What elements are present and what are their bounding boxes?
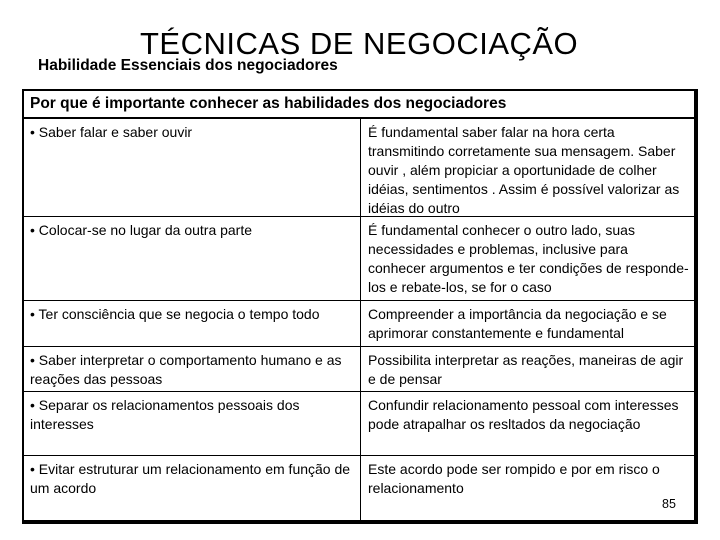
slide-subtitle: Habilidade Essenciais dos negociadores [38, 57, 338, 74]
skills-table [22, 89, 698, 524]
reason-cell: Este acordo pode ser rompido e por em risco o relacionamento [368, 461, 660, 496]
skill-cell: • Saber interpretar o comportamento humano e as reações das pessoas [24, 347, 361, 391]
skill-cell: • Separar os relacionamentos pessoais dos interesses [24, 392, 361, 455]
skill-cell: • Evitar estruturar um relacionamento em função de um acordo [24, 456, 361, 522]
reason-cell: É fundamental saber falar na hora certa transmitindo corretamente sua mensagem. Saber ouvir , além propiciar a oportunidade de colher idéias, sentimentos . Assim é possível valorizar as idéias do outro [368, 124, 680, 216]
table-header: Por que é importante conhecer as habilidades dos negociadores [24, 91, 694, 119]
table-row [24, 456, 694, 522]
reason-cell: Possibilita interpretar as reações, maneiras de agir e de pensar [368, 352, 684, 387]
slide-title: TÉCNICAS DE NEGOCIAÇÃO [140, 26, 579, 61]
table-row [24, 347, 694, 392]
table-row [24, 392, 694, 456]
table-row [24, 301, 694, 347]
reason-cell: Confundir relacionamento pessoal com interesses pode atrapalhar os resltados da negociação [368, 397, 679, 432]
reason-cell: É fundamental conhecer o outro lado, suas necessidades e problemas, inclusive para conhecer argumentos e ter condições de responde-los e rebate-los, se for o caso [368, 222, 689, 295]
skill-cell: • Colocar-se no lugar da outra parte [24, 217, 361, 300]
page-number: 85 [662, 497, 676, 511]
skill-cell: • Saber falar e saber ouvir [24, 119, 361, 216]
table-row [24, 217, 694, 301]
skill-cell: • Ter consciência que se negocia o tempo todo [24, 301, 361, 346]
table-body [24, 119, 694, 522]
table-row [24, 119, 694, 217]
reason-cell: Compreender a importância da negociação e se aprimorar constantemente e fundamental [368, 306, 667, 341]
